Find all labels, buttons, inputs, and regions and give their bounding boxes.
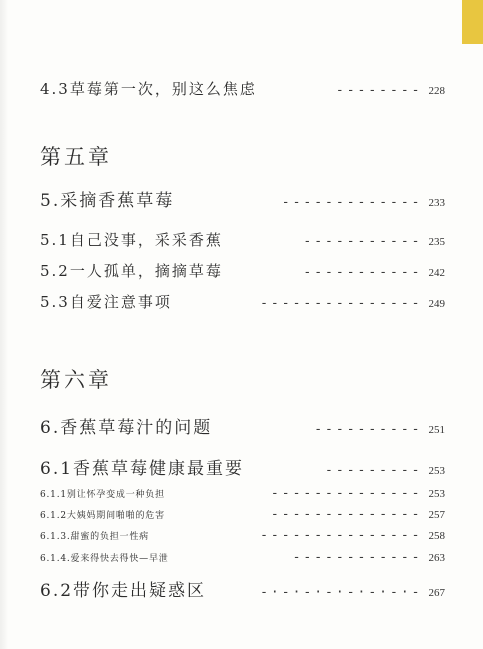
page-number: 235 xyxy=(428,236,445,248)
dot-leader: -·-·-·-·-·-·-·- xyxy=(260,585,423,600)
page-number: 257 xyxy=(428,509,445,521)
toc-entry-6-1[interactable] xyxy=(40,454,445,479)
chapter-heading-6: 第六章 xyxy=(40,368,112,392)
toc-entry-title: 6.1.4.爱来得快去得快—早泄 xyxy=(40,554,169,564)
toc-entry-6-1-4[interactable] xyxy=(40,550,445,565)
toc-entry-title: 6.2带你走出疑惑区 xyxy=(40,581,207,601)
dot-leader: --------------- xyxy=(260,296,423,311)
toc-entry-title: 5.1自己没事，采采香蕉 xyxy=(40,231,223,249)
chapter-edge-tab xyxy=(462,0,483,44)
page-number: 228 xyxy=(428,85,445,97)
chapter-heading-5: 第五章 xyxy=(40,145,112,169)
dot-leader: -------- xyxy=(335,83,423,98)
toc-entry-6[interactable] xyxy=(40,413,445,438)
toc-entry-title: 4.3草莓第一次，别这么焦虑 xyxy=(40,80,257,98)
toc-entry-6-1-1[interactable] xyxy=(40,486,445,501)
toc-entry-6-1-3[interactable] xyxy=(40,528,445,543)
dot-leader: -------------- xyxy=(270,507,423,522)
dot-leader: ----------- xyxy=(303,234,423,249)
toc-entry-title: 5.3自爱注意事项 xyxy=(40,293,172,311)
toc-entry-6-1-2[interactable] xyxy=(40,507,445,522)
toc-entry-title: 5.采摘香蕉草莓 xyxy=(40,191,175,211)
toc-entry-6-2[interactable] xyxy=(40,576,445,601)
dot-leader: --------- xyxy=(325,463,423,478)
page-number: 263 xyxy=(428,552,445,564)
page-number: 249 xyxy=(428,298,445,310)
toc-entry-title: 6.1.2大姨妈期间啪啪的危害 xyxy=(40,511,165,521)
toc-entry-5[interactable] xyxy=(40,186,445,211)
page-number: 251 xyxy=(428,424,445,436)
page-number: 253 xyxy=(428,465,445,477)
page-number: 242 xyxy=(428,267,445,279)
toc-entry-title: 6.1香蕉草莓健康最重要 xyxy=(40,459,245,479)
dot-leader: ---------- xyxy=(314,422,423,437)
page-number: 253 xyxy=(428,488,445,500)
toc-entry-title: 6.1.3.甜蜜的负担一性病 xyxy=(40,532,149,542)
toc-entry-title: 6.香蕉草莓汁的问题 xyxy=(40,418,213,438)
toc-entry-4-3[interactable] xyxy=(40,78,445,99)
toc-entry-5-3[interactable] xyxy=(40,291,445,312)
page-gutter-shadow xyxy=(0,0,8,649)
dot-leader: ------------- xyxy=(281,195,423,210)
dot-leader: --------------- xyxy=(260,528,423,543)
dot-leader: ----------- xyxy=(303,265,423,280)
toc-entry-title: 6.1.1别让怀孕变成一种负担 xyxy=(40,490,165,500)
toc-entry-5-2[interactable] xyxy=(40,260,445,281)
toc-entry-title: 5.2一人孤单，摘摘草莓 xyxy=(40,262,223,280)
page-number: 267 xyxy=(428,587,445,599)
dot-leader: ------------ xyxy=(292,550,423,565)
dot-leader: -------------- xyxy=(270,486,423,501)
toc-entry-5-1[interactable] xyxy=(40,229,445,250)
page-number: 258 xyxy=(428,530,445,542)
page-number: 233 xyxy=(428,197,445,209)
